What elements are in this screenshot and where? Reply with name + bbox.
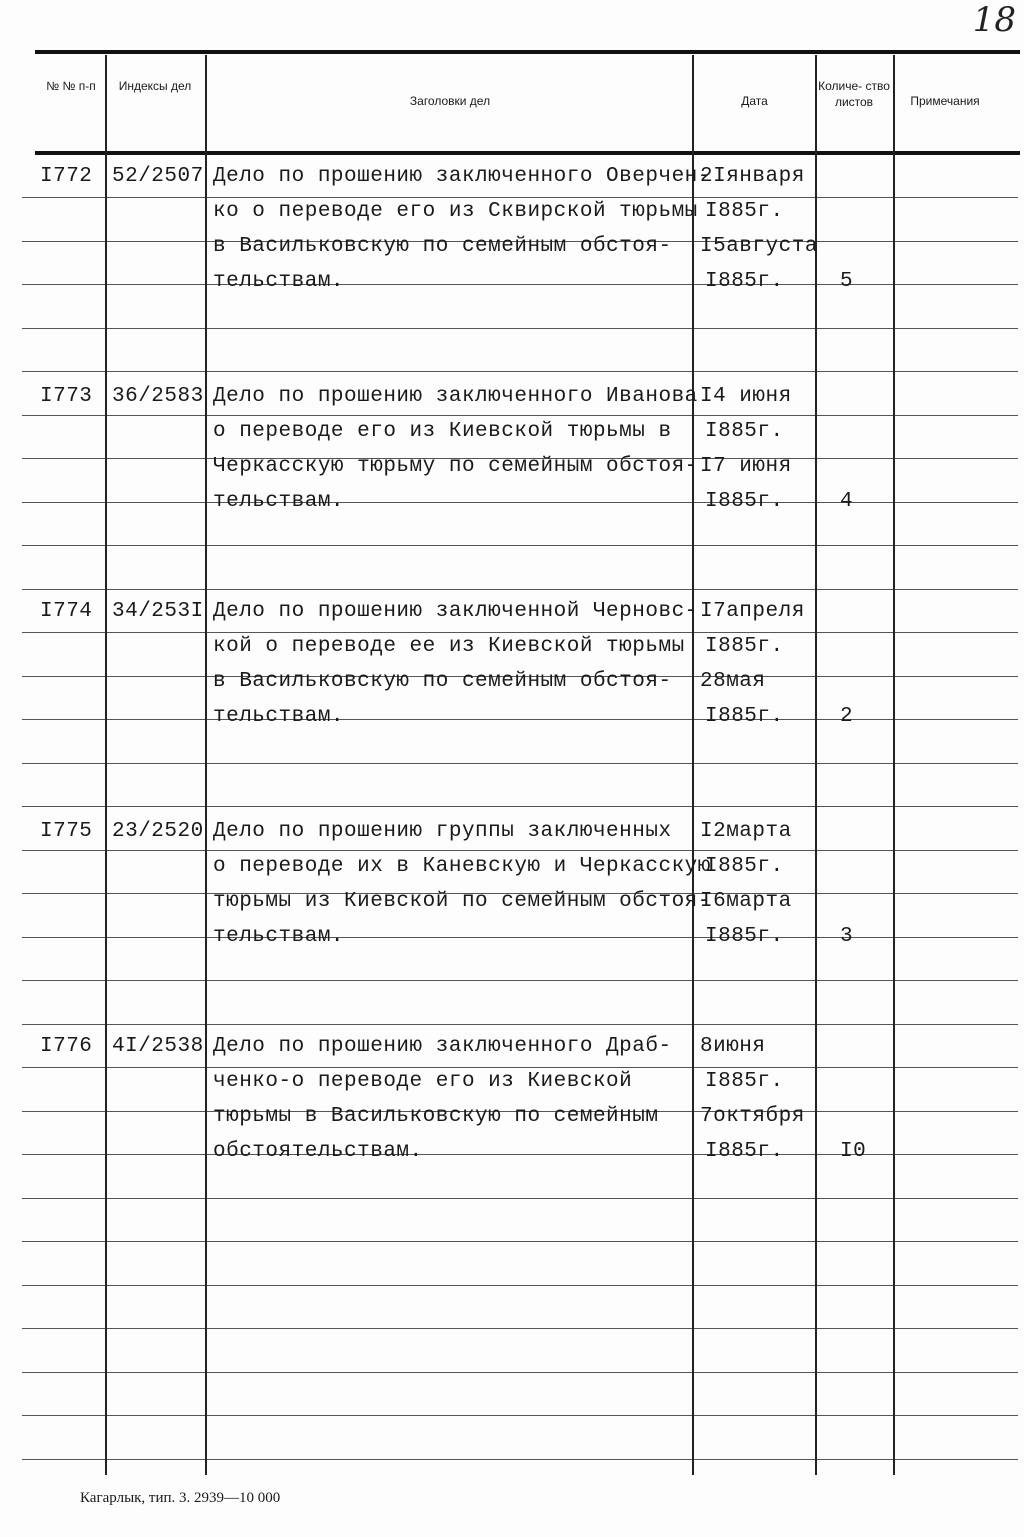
entry-sheet-count: 4 [840,490,854,513]
entry-date: I7апреля [700,600,805,623]
entry-title-line: Дело по прошению заключенного Оверчен- [213,165,711,188]
column-divider [893,55,895,1475]
ruled-line [22,1372,1018,1373]
ruled-line [22,328,1018,329]
ruled-line [22,1241,1018,1242]
entry-title-line: тельствам. [213,705,345,728]
entry-index: 34/253I [112,600,204,623]
header-index: Индексы дел [118,79,192,93]
ruled-line [22,850,1018,851]
ruled-line [22,1024,1018,1025]
entry-title-line: в Васильковскую по семейным обстоя- [213,670,672,693]
ruled-line [22,371,1018,372]
entry-title-line: Дело по прошению группы заключенных [213,820,672,843]
entry-title-line: ченко-о переводе его из Киевской [213,1070,633,1093]
entry-number: I776 [40,1035,93,1058]
ruled-line [22,632,1018,633]
column-divider [815,55,817,1475]
entry-number: I772 [40,165,93,188]
entry-title-line: обстоятельствам. [213,1140,423,1163]
ruled-line [22,763,1018,764]
ruled-line [22,502,1018,503]
ruled-line [22,545,1018,546]
entry-date: 7октября [700,1105,805,1128]
entry-date: 2Iянваря [700,165,805,188]
entry-date: I7 июня [700,455,792,478]
entry-title-line: тюрьмы в Васильковскую по семейным [213,1105,659,1128]
entry-number: I773 [40,385,93,408]
ruled-line [22,415,1018,416]
entry-title-line: в Васильковскую по семейным обстоя- [213,235,672,258]
header-title: Заголовки дел [409,94,491,108]
entry-sheet-count: 3 [840,925,854,948]
ruled-line [22,937,1018,938]
ruled-line [22,1328,1018,1329]
header-notes: Примечания [910,94,980,108]
entry-title-line: тельствам. [213,925,345,948]
handwritten-page-number: 18 [972,0,1016,40]
ruled-line [22,980,1018,981]
column-divider [205,55,207,1475]
entry-date: I885г. [705,490,784,513]
entry-title-line: тюрьмы из Киевской по семейным обстоя- [213,890,711,913]
entry-date: I885г. [705,1140,784,1163]
entry-date: I6марта [700,890,792,913]
entry-date: I885г. [705,705,784,728]
entry-date: 8июня [700,1035,766,1058]
entry-title-line: Дело по прошению заключенного Драб- [213,1035,672,1058]
entry-date: I4 июня [700,385,792,408]
ruled-line [22,1154,1018,1155]
entry-title-line: тельствам. [213,490,345,513]
entry-title-line: о переводе его из Киевской тюрьмы в [213,420,672,443]
ruled-line [22,1067,1018,1068]
header-bottom-rule [35,151,1020,155]
entry-date: I885г. [705,925,784,948]
header-num: № № п-п [46,79,96,93]
entry-index: 4I/2538 [112,1035,204,1058]
ruled-line [22,806,1018,807]
entry-title-line: о переводе их в Каневскую и Черкасскую [213,855,711,878]
ruled-line [22,1198,1018,1199]
header-top-rule [35,50,1020,54]
printer-imprint: Кагарлык, тип. 3. 2939—10 000 [80,1490,281,1506]
header-date: Дата [741,94,768,108]
entry-index: 52/2507 [112,165,204,188]
entry-index: 36/2583 [112,385,204,408]
column-divider [692,55,694,1475]
entry-index: 23/2520 [112,820,204,843]
entry-date: I5августа [700,235,818,258]
entry-number: I774 [40,600,93,623]
entry-title-line: Черкасскую тюрьму по семейным обстоя- [213,455,698,478]
entry-title-line: кой о переводе ее из Киевской тюрьмы [213,635,685,658]
ruled-line [22,284,1018,285]
entry-date: I885г. [705,855,784,878]
entry-sheet-count: 5 [840,270,854,293]
column-divider [105,55,107,1475]
entry-sheet-count: 2 [840,705,854,728]
entry-title-line: тельствам. [213,270,345,293]
entry-date: I885г. [705,200,784,223]
entry-title-line: Дело по прошению заключенной Черновс- [213,600,698,623]
entry-date: I885г. [705,420,784,443]
entry-date: 28мая [700,670,766,693]
ruled-line [22,1459,1018,1460]
ruled-line [22,1285,1018,1286]
ruled-line [22,589,1018,590]
ruled-line [22,197,1018,198]
entry-date: I885г. [705,1070,784,1093]
entry-date: I2марта [700,820,792,843]
entry-title-line: Дело по прошению заключенного Иванова [213,385,698,408]
ruled-line [22,1415,1018,1416]
entry-date: I885г. [705,635,784,658]
entry-title-line: ко о переводе его из Сквирской тюрьмы [213,200,698,223]
header-sheets: Количе- ство листов [818,79,890,109]
entry-date: I885г. [705,270,784,293]
ruled-line [22,719,1018,720]
entry-sheet-count: I0 [840,1140,867,1163]
entry-number: I775 [40,820,93,843]
